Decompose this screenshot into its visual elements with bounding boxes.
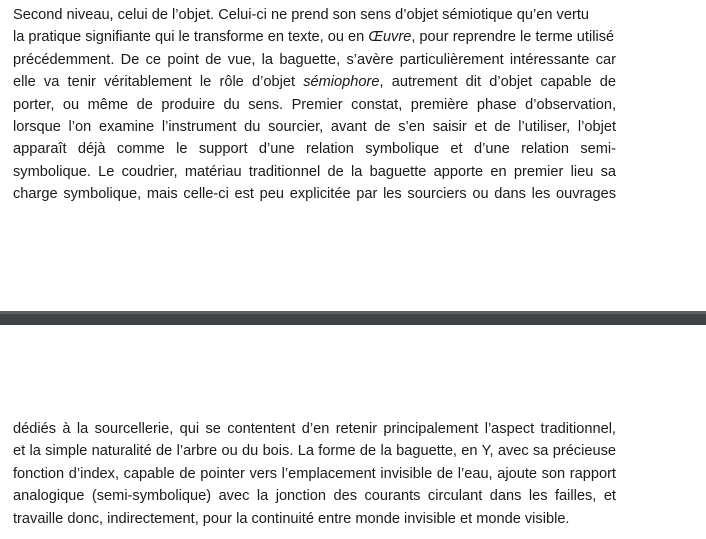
page-separator (0, 307, 706, 327)
text-line: dédiés à la sourcellerie, qui se contentent d’en retenir principalement l’aspect traditionnel, (13, 421, 616, 437)
text-line (13, 26, 616, 48)
text-segment: , autrement dit d’objet capable de (379, 74, 616, 91)
text-line: précédemment. De ce point de vue, la baguette, s’avère particulièrement intéressante car (13, 51, 616, 68)
text-line (13, 71, 616, 93)
text-line: apparaît déjà comme le support d’une relation symbolique et d’une relation semi- (13, 141, 616, 158)
text-line: Second niveau, celui de l’objet. Celui-ci ne prend son sens d’objet sémiotique qu’en vertu (13, 7, 589, 23)
text-line: travaille donc, indirectement, pour la continuité entre monde invisible et monde visible. (13, 510, 570, 527)
text-line: et la simple naturalité de l’arbre ou du bois. La forme de la baguette, en Y, avec sa précieuse (13, 443, 616, 460)
separator-highlight (0, 311, 706, 314)
document-page-bottom (0, 327, 706, 539)
italic-word-semiophore: sémiophore (303, 74, 380, 91)
text-line: fonction d’index, capable de pointer vers l’emplacement invisible de l’eau, ajoute son rapport (13, 465, 616, 482)
italic-word-oeuvre: Œuvre (368, 29, 412, 46)
text-line: porter, ou même de produire du sens. Premier constat, première phase d’observation, (13, 96, 616, 113)
text-line: symbolique. Le coudrier, matériau traditionnel de la baguette apporte en premier lieu sa (13, 163, 616, 180)
text-line: charge symbolique, mais celle-ci est peu explicitée par les sourciers ou dans les ouvrages (13, 186, 616, 203)
text-segment: , pour reprendre le terme utilisé (411, 29, 615, 46)
text-segment: elle va tenir véritablement le rôle d’objet (13, 74, 304, 91)
text-line: lorsque l’on examine l’instrument du sourcier, avant de s’en saisir et de l’utiliser, l’objet (13, 118, 616, 135)
text-segment: la pratique signifiante qui le transforme en texte, ou en (13, 29, 369, 46)
paragraph-bottom (13, 418, 616, 530)
text-line: analogique (semi-symbolique) avec la jonction des courants circulant dans les failles, et (13, 488, 616, 505)
paragraph-top (13, 4, 616, 206)
